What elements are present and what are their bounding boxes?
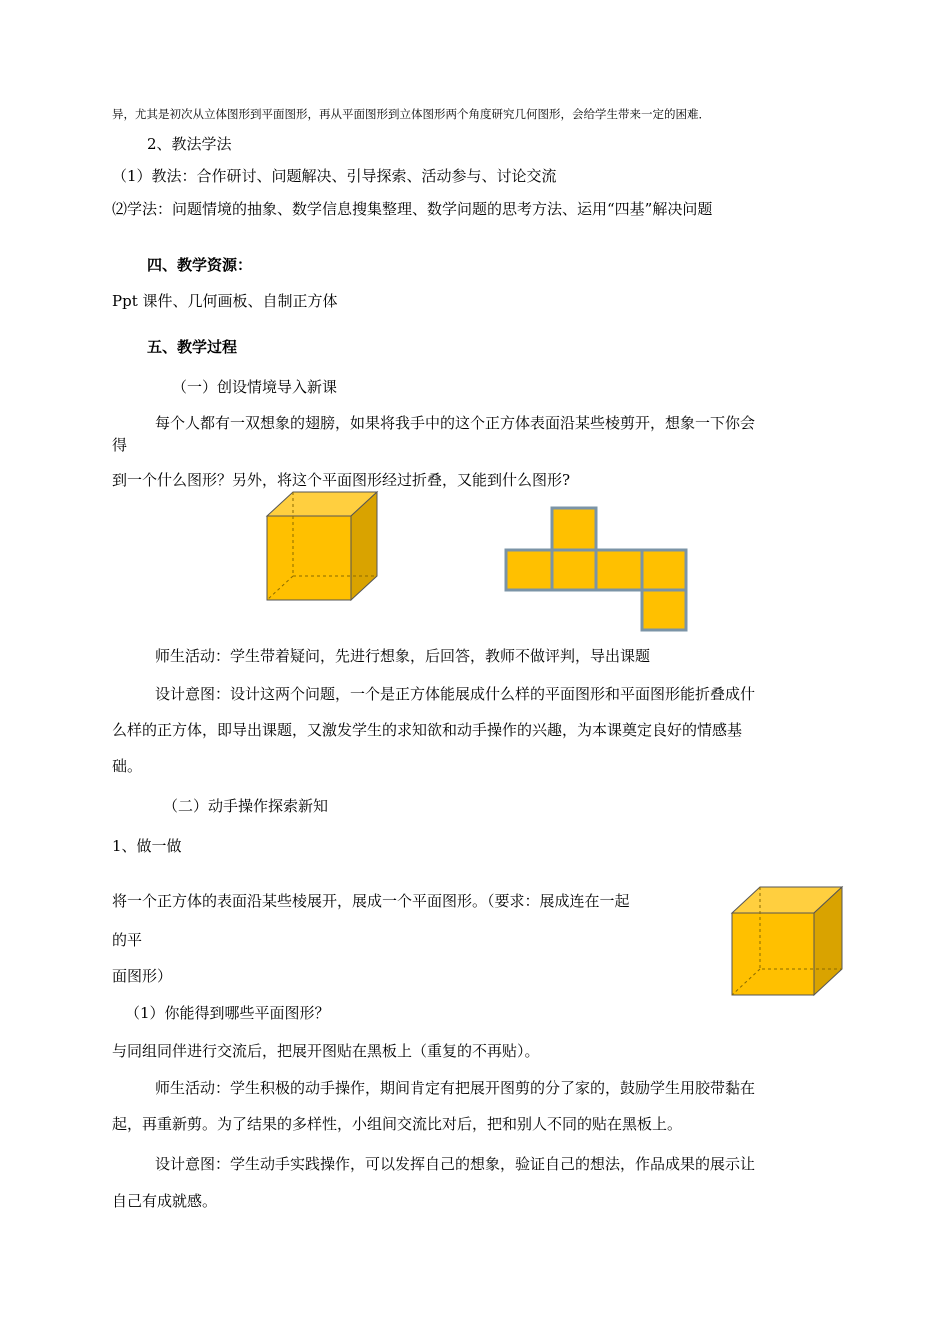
task-text-line2: 的平 <box>112 931 143 949</box>
section-heading-process: 五、教学过程 <box>147 338 238 356</box>
design-intent-1-line1: 设计意图：设计这两个问题，一个是正方体能展成什么样的平面图形和平面图形能折叠成什 <box>155 685 756 703</box>
paragraph-intro-line3: 到一个什么图形？另外，将这个平面图形经过折叠，又能到什么图形? <box>112 471 571 489</box>
design-intent-2-line2: 自己有成就感。 <box>112 1192 218 1210</box>
net-square <box>506 550 552 590</box>
activity-note-2-line1: 师生活动：学生积极的动手操作，期间肯定有把展开图剪的分了家的，鼓励学生用胶带黏在 <box>155 1079 756 1097</box>
resources-text: Ppt 课件、几何画板、自制正方体 <box>112 292 338 310</box>
design-intent-1-line2: 么样的正方体，即导出课题，又激发学生的求知欲和动手操作的兴趣，为本课奠定良好的情感基 <box>112 721 743 739</box>
paragraph-continuation: 异，尤其是初次从立体图形到平面图形，再从平面图形到立体图形两个角度研究几何图形，会给学生带来一定的困难． <box>112 107 710 121</box>
net-square <box>552 550 596 590</box>
cube-front-face <box>267 516 351 600</box>
cube-front-face <box>732 913 814 995</box>
net-square <box>596 550 642 590</box>
design-intent-2-line1: 设计意图：学生动手实践操作，可以发挥自己的想象，验证自己的想法，作品成果的展示让 <box>155 1155 756 1173</box>
exchange-instruction: 与同组同伴进行交流后，把展开图贴在黑板上（重复的不再贴）。 <box>112 1042 540 1060</box>
cube-figure-2 <box>730 885 845 1000</box>
step-heading-do: 1、做一做 <box>112 837 182 855</box>
section-heading-resources: 四、教学资源： <box>147 256 253 274</box>
task-text-line3: 面图形） <box>112 967 173 985</box>
net-square <box>642 590 686 630</box>
subsection-heading-explore: （二）动手操作探索新知 <box>163 797 329 815</box>
activity-note-1: 师生活动：学生带着疑问，先进行想象，后回答，教师不做评判，导出课题 <box>155 647 651 665</box>
design-intent-1-line3: 础。 <box>112 757 143 775</box>
section-heading-methods: 2、教法学法 <box>147 135 232 153</box>
learning-method: ⑵学法：问题情境的抽象、数学信息搜集整理、数学问题的思考方法、运用“四基”解决问题 <box>112 200 713 218</box>
net-square <box>642 550 686 590</box>
question-1: （1）你能得到哪些平面图形？ <box>125 1004 330 1022</box>
subsection-heading-intro: （一）创设情境导入新课 <box>172 378 338 396</box>
task-text-line1: 将一个正方体的表面沿某些棱展开，展成一个平面图形。（要求：展成连在一起 <box>112 892 630 910</box>
cube-figure <box>265 490 380 605</box>
activity-note-2-line2: 起，再重新剪。为了结果的多样性，小组间交流比对后，把和别人不同的贴在黑板上。 <box>112 1115 683 1133</box>
paragraph-intro-line1: 每个人都有一双想象的翅膀，如果将我手中的这个正方体表面沿某些棱剪开，想象一下你会 <box>155 414 756 432</box>
teaching-method: （1）教法：合作研讨、问题解决、引导探索、活动参与、讨论交流 <box>112 167 557 185</box>
cube-net-figure <box>504 506 690 632</box>
paragraph-intro-line2: 得 <box>112 436 128 454</box>
net-square <box>552 508 596 550</box>
